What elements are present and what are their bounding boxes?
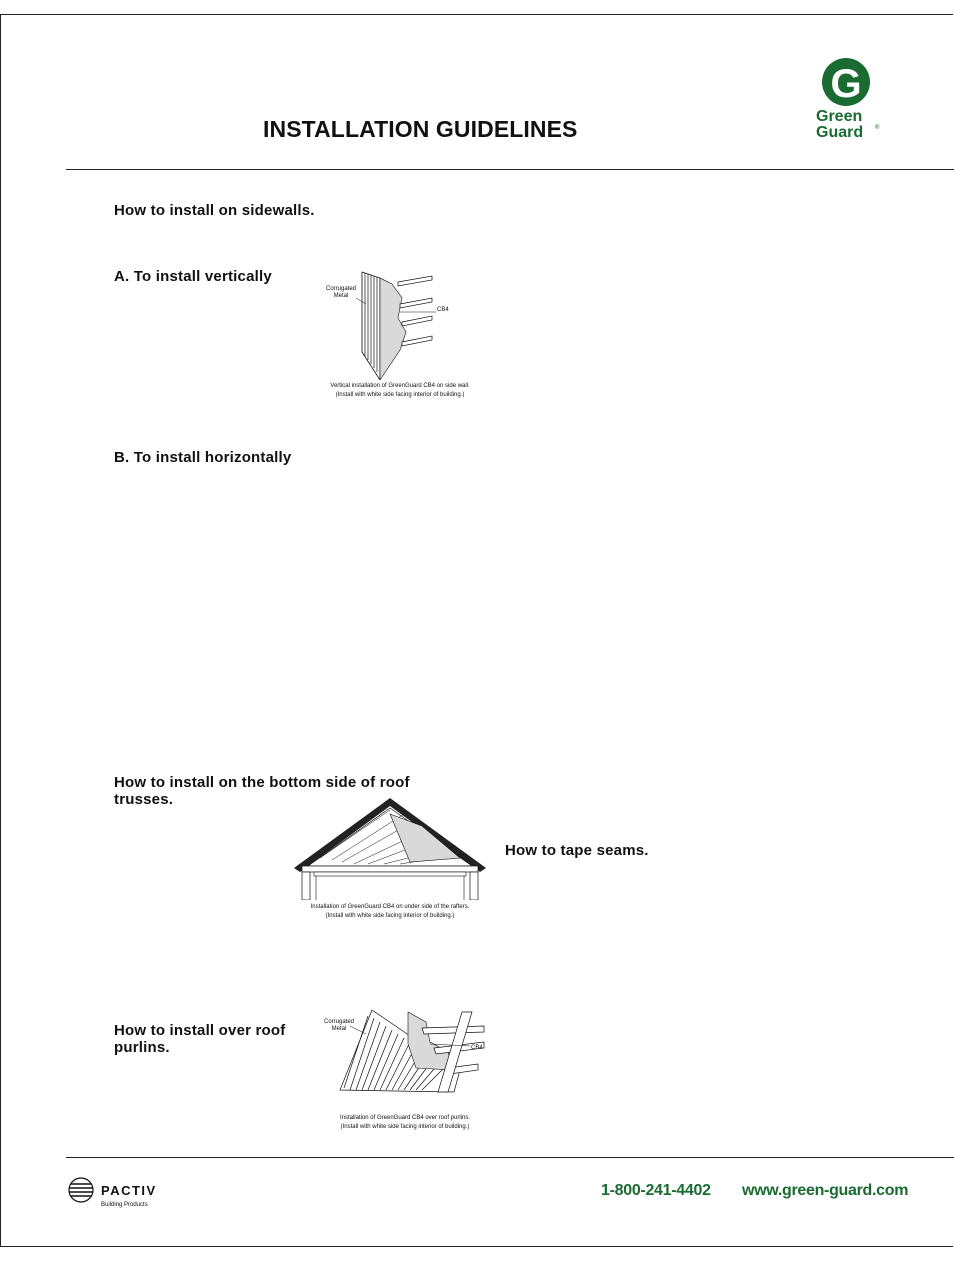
- heading-sidewalls: How to install on sidewalls.: [114, 202, 315, 219]
- footer-phone: 1-800-241-4402: [601, 1182, 711, 1199]
- footer-website[interactable]: www.green-guard.com: [742, 1182, 909, 1199]
- caption-vertical-1: Vertical installation of GreenGuard CB4 on side wall.: [330, 383, 470, 389]
- caption-truss-2: (Install with white side facing interior of building.): [325, 913, 455, 919]
- heading-install-horizontally: B. To install horizontally: [114, 449, 292, 466]
- caption-purlins-1: Installation of GreenGuard CB4 over roof purlins.: [339, 1115, 471, 1121]
- pactiv-division: Building Products: [101, 1202, 148, 1208]
- pactiv-logo: [68, 1177, 188, 1209]
- label-cb4-purlins: CB4: [471, 1045, 483, 1051]
- caption-vertical-2: (Install with white side facing interior of building.): [335, 392, 465, 398]
- logo-word-guard: Guard: [816, 124, 864, 141]
- label-corrugated-metal-vertical: Corrugated Metal: [326, 286, 357, 299]
- caption-truss-1: Installation of GreenGuard CB4 on under side of the rafters.: [310, 904, 470, 910]
- heading-roof-trusses: How to install on the bottom side of roof trusses.: [114, 774, 410, 808]
- caption-purlins-2: (Install with white side facing interior of building.): [340, 1124, 470, 1130]
- heading-install-vertically: A. To install vertically: [114, 268, 272, 285]
- heading-roof-purlins: How to install over roof purlins.: [114, 1022, 286, 1056]
- figure-roof-purlins: [338, 1008, 488, 1096]
- pactiv-wordmark: PACTIV: [101, 1183, 157, 1198]
- logo-registered-mark: ®: [875, 125, 880, 131]
- page-title: INSTALLATION GUIDELINES: [263, 116, 578, 142]
- figure-roof-truss: [292, 796, 488, 900]
- label-corrugated-metal-purlins: Corrugated Metal: [323, 1019, 355, 1032]
- greenguard-logo: [812, 56, 882, 142]
- header-divider: [66, 169, 954, 170]
- footer-divider: [66, 1157, 954, 1158]
- svg-text:G: G: [830, 62, 862, 106]
- label-cb4-vertical: CB4: [437, 307, 449, 313]
- logo-word-green: Green: [816, 108, 863, 125]
- heading-tape-seams: How to tape seams.: [505, 842, 649, 859]
